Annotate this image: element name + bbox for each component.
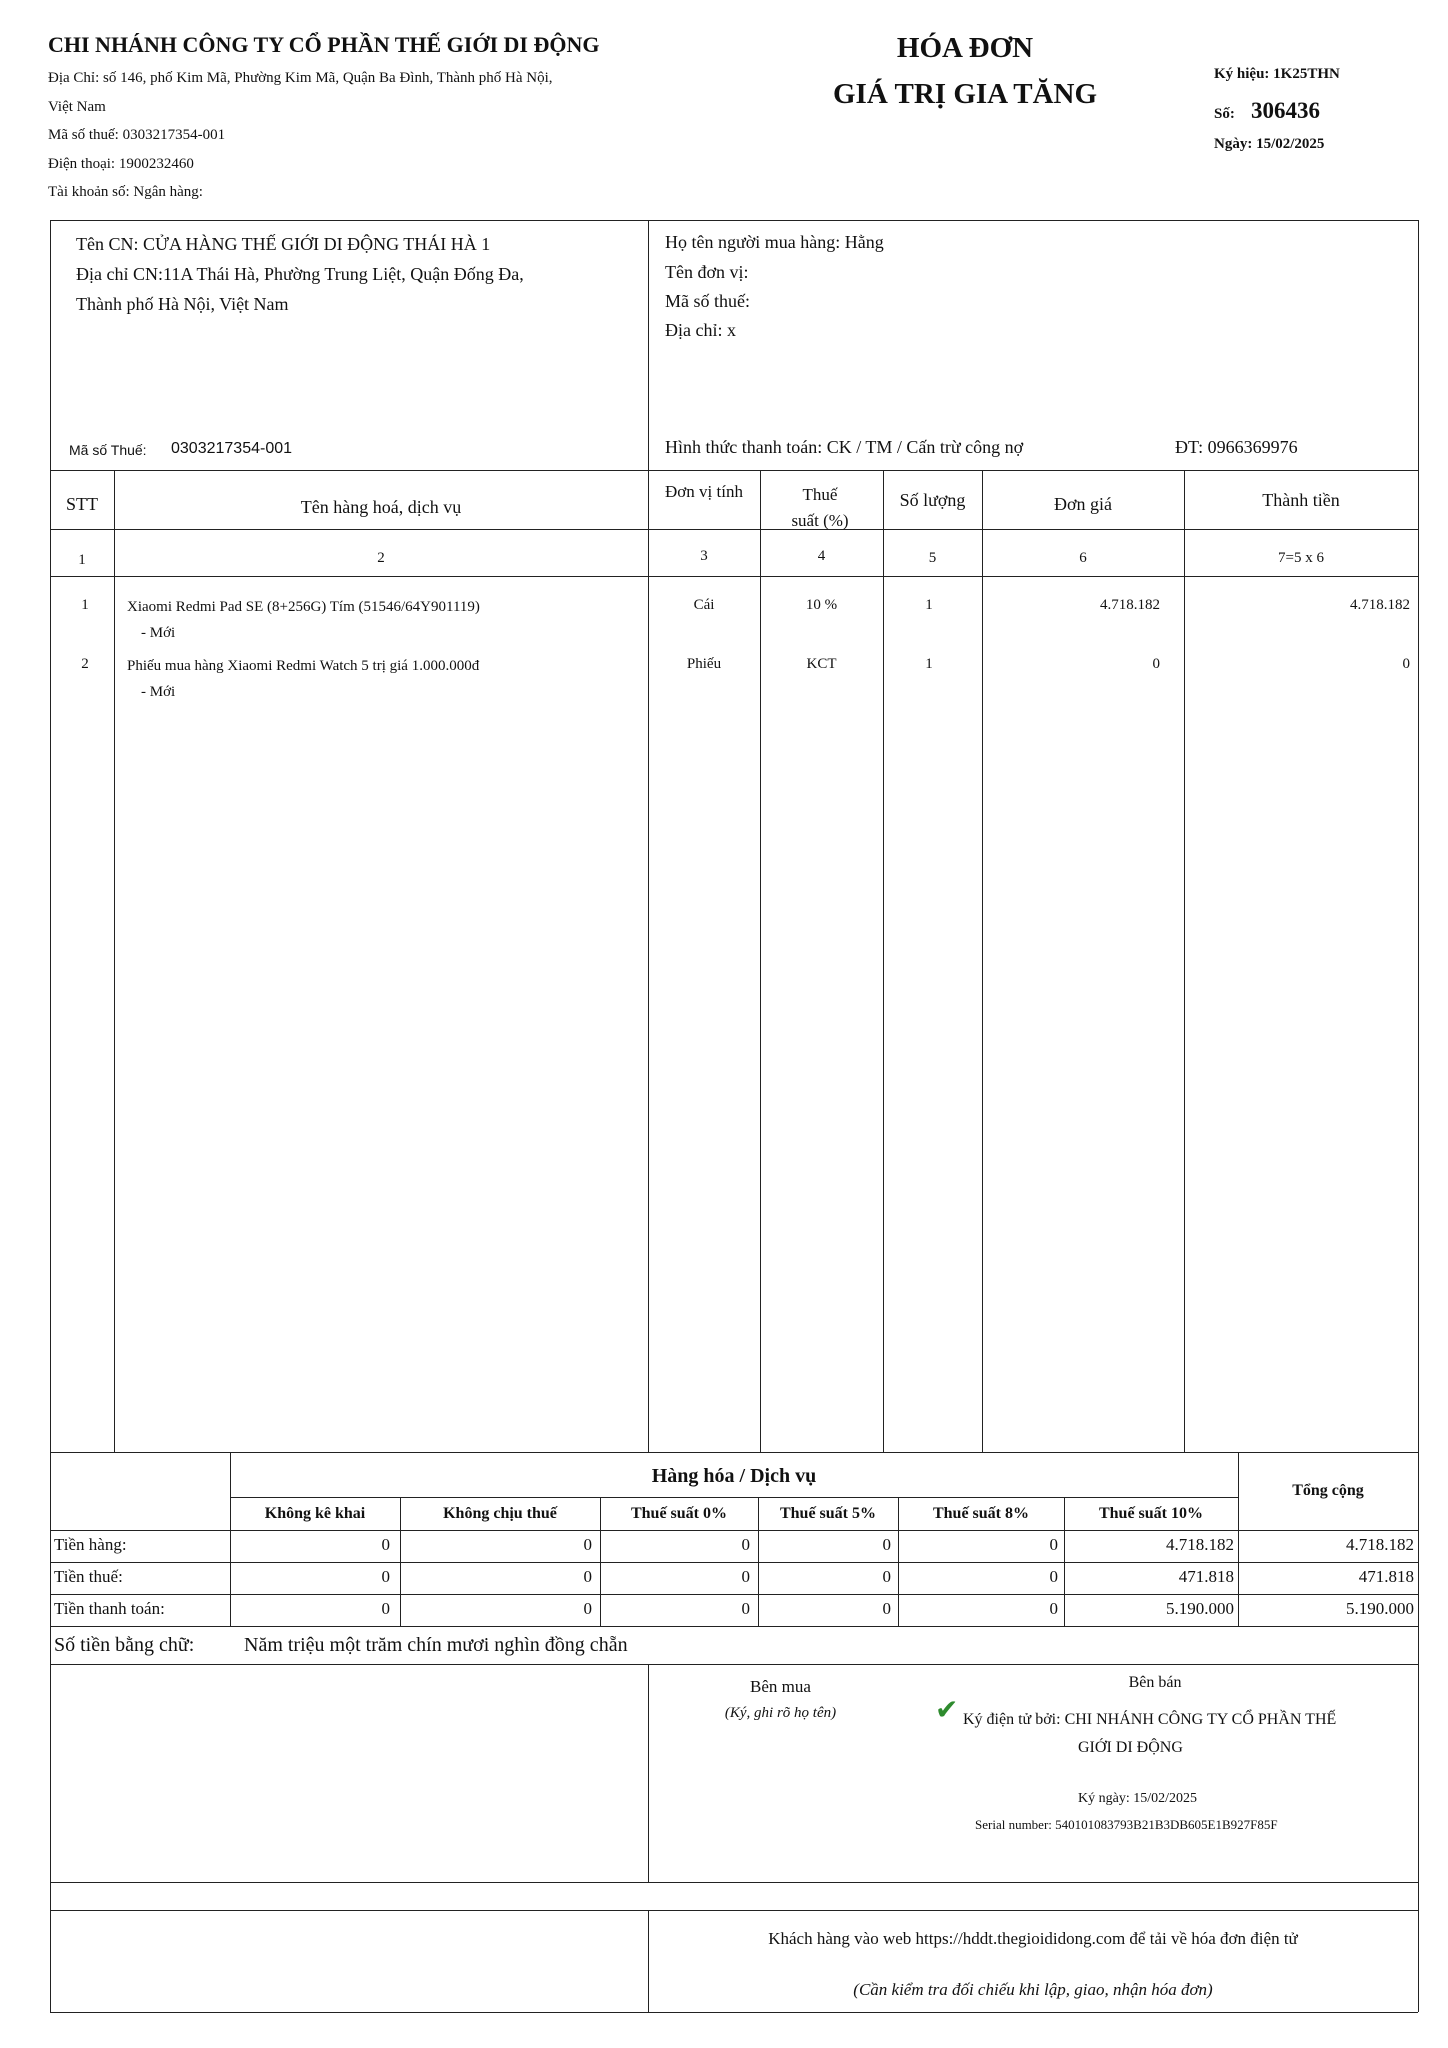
summary-row-label: Tiền thuế: [54, 1567, 123, 1586]
col-header-amount: Thành tiền [1262, 490, 1340, 510]
frame-line [50, 1626, 1418, 1627]
signed-by-line1: Ký điện tử bởi: CHI NHÁNH CÔNG TY CỔ PHẦN THẾ [963, 1711, 1337, 1728]
footer-web-note: Khách hàng vào web https://hddt.thegioididong.com để tải về hóa đơn điện tử [768, 1929, 1298, 1948]
signed-date: Ký ngày: 15/02/2025 [1078, 1791, 1197, 1806]
summary-cell: 471.818 [1178, 1567, 1234, 1586]
buyer-address: Địa chỉ: x [665, 320, 736, 340]
col-number: 3 [700, 548, 708, 564]
summary-cell: 0 [381, 1567, 390, 1586]
frame-line [50, 220, 51, 2012]
row-amount: 0 [1402, 656, 1410, 672]
seller-address-line2: Việt Nam [48, 99, 106, 115]
seller-tax-code: Mã số thuế: 0303217354-001 [48, 127, 226, 143]
row-unit: Cái [693, 597, 715, 613]
summary-col-header: Thuế suất 10% [1098, 1505, 1204, 1522]
summary-cell: 0 [583, 1535, 592, 1554]
signed-by-line2: GIỚI DI ĐỘNG [1078, 1739, 1183, 1756]
col-number: 2 [377, 550, 385, 566]
payment-method: Hình thức thanh toán: CK / TM / Cấn trừ công nợ [665, 437, 1024, 457]
frame-line [1184, 470, 1185, 1452]
summary-col-header: Không chịu thuế [443, 1505, 557, 1522]
summary-cell: 0 [583, 1567, 592, 1586]
frame-line [114, 470, 115, 1452]
summary-cell: 0 [1049, 1567, 1058, 1586]
branch-name: Tên CN: CỬA HÀNG THẾ GIỚI DI ĐỘNG THÁI HÀ 1 [76, 234, 491, 254]
col-number: 6 [1079, 550, 1087, 566]
summary-cell: 0 [882, 1599, 891, 1618]
seller-phone: Điện thoại: 1900232460 [48, 156, 194, 172]
summary-total: 471.818 [1358, 1567, 1414, 1586]
summary-group-title: Hàng hóa / Dịch vụ [651, 1465, 817, 1487]
row-item-status: - Mới [141, 684, 176, 700]
footer-check-note: (Cần kiểm tra đối chiếu khi lập, giao, nhận hóa đơn) [853, 1980, 1213, 1999]
amount-in-words: Năm triệu một trăm chín mươi nghìn đồng chẵn [244, 1634, 628, 1656]
frame-line [50, 220, 1418, 221]
frame-line [230, 1497, 1238, 1498]
row-item-status: - Mới [141, 625, 176, 641]
col-header-price: Đơn giá [1053, 494, 1112, 514]
invoice-title-line1: HÓA ĐƠN [896, 32, 1034, 64]
amount-in-words-label: Số tiền bằng chữ: [54, 1634, 195, 1656]
branch-address-line1: Địa chỉ CN:11A Thái Hà, Phường Trung Liệt, Quận Đống Đa, [76, 264, 524, 284]
branch-tax-label: Mã số Thuế: [69, 442, 147, 458]
summary-cell: 0 [882, 1567, 891, 1586]
col-header-unit: Đơn vị tính [665, 482, 743, 501]
row-amount: 4.718.182 [1350, 597, 1410, 613]
row-price: 0 [1152, 656, 1160, 672]
row-qty: 1 [925, 597, 933, 613]
row-price: 4.718.182 [1100, 597, 1160, 613]
frame-line [760, 470, 761, 1452]
summary-cell: 0 [381, 1535, 390, 1554]
frame-line [50, 1530, 1418, 1531]
row-stt: 1 [81, 597, 89, 613]
check-icon: ✔ [935, 1695, 959, 1726]
seller-signature-title: Bên bán [1128, 1674, 1182, 1691]
summary-cell: 0 [1049, 1599, 1058, 1618]
invoice-number-label: Số: [1214, 106, 1235, 122]
summary-total: 4.718.182 [1346, 1535, 1414, 1554]
summary-col-header: Thuế suất 8% [932, 1505, 1030, 1522]
summary-cell: 0 [1049, 1535, 1058, 1554]
buyer-tax-code: Mã số thuế: [665, 291, 750, 311]
frame-line [50, 1594, 1418, 1595]
invoice-number: 306436 [1251, 98, 1320, 123]
summary-cell: 0 [741, 1567, 750, 1586]
row-item-name: Phiếu mua hàng Xiaomi Redmi Watch 5 trị giá 1.000.000đ [127, 658, 480, 674]
summary-total: 5.190.000 [1346, 1599, 1414, 1618]
frame-line [50, 2012, 1418, 2013]
col-header-qty: Số lượng [899, 490, 966, 510]
frame-line [50, 470, 1418, 471]
buyer-phone: ĐT: 0966369976 [1175, 437, 1298, 457]
summary-cell: 5.190.000 [1166, 1599, 1234, 1618]
frame-line [648, 220, 649, 1452]
buyer-signature-title: Bên mua [750, 1677, 811, 1696]
summary-cell: 0 [381, 1599, 390, 1618]
invoice-title-line2: GIÁ TRỊ GIA TĂNG [832, 78, 1098, 110]
col-number: 5 [928, 550, 937, 566]
branch-tax-code: 0303217354-001 [171, 440, 293, 457]
col-header-stt: STT [65, 494, 98, 514]
frame-line [50, 1452, 1418, 1453]
summary-row-label: Tiền hàng: [54, 1535, 127, 1554]
row-tax: 10 % [805, 597, 838, 613]
summary-row-label: Tiền thanh toán: [54, 1599, 165, 1618]
row-item-name: Xiaomi Redmi Pad SE (8+256G) Tím (51546/64Y901119) [127, 599, 480, 615]
col-header-name: Tên hàng hoá, dịch vụ [300, 497, 462, 517]
buyer-unit: Tên đơn vị: [665, 262, 749, 282]
summary-col-header: Thuế suất 0% [630, 1505, 728, 1522]
branch-address-line2: Thành phố Hà Nội, Việt Nam [76, 294, 289, 314]
summary-cell: 0 [741, 1599, 750, 1618]
seller-account: Tài khoản số: Ngân hàng: [48, 184, 203, 200]
signature-serial: Serial number: 540101083793B21B3DB605E1B927F85F [975, 1817, 1278, 1832]
frame-line [50, 576, 1418, 577]
frame-line [883, 470, 884, 1452]
frame-line [50, 1882, 1418, 1883]
seller-address-line1: Địa Chỉ: số 146, phố Kim Mã, Phường Kim Mã, Quận Ba Đình, Thành phố Hà Nội, [48, 70, 553, 86]
row-stt: 2 [81, 656, 89, 672]
summary-col-header: Thuế suất 5% [779, 1505, 877, 1522]
frame-line [50, 1664, 1418, 1665]
frame-line [1418, 220, 1419, 2012]
invoice-symbol: Ký hiệu: 1K25THN [1214, 66, 1340, 82]
seller-name: CHI NHÁNH CÔNG TY CỔ PHẦN THẾ GIỚI DI ĐỘNG [48, 32, 600, 57]
col-header-tax: Thuế suất (%) [791, 485, 849, 530]
buyer-name: Họ tên người mua hàng: Hằng [665, 232, 884, 252]
row-qty: 1 [925, 656, 933, 672]
summary-cell: 0 [882, 1535, 891, 1554]
frame-line [50, 529, 1418, 530]
frame-line [50, 1910, 1418, 1911]
row-tax: KCT [806, 656, 837, 672]
summary-cell: 0 [583, 1599, 592, 1618]
buyer-signature-note: (Ký, ghi rõ họ tên) [724, 1705, 837, 1721]
summary-cell: 0 [741, 1535, 750, 1554]
frame-line [982, 470, 983, 1452]
col-number: 7=5 x 6 [1278, 550, 1324, 566]
summary-total-header: Tổng cộng [1292, 1482, 1364, 1499]
row-unit: Phiếu [686, 656, 722, 672]
col-number: 1 [78, 552, 86, 568]
col-number: 4 [817, 548, 826, 564]
invoice-date: Ngày: 15/02/2025 [1214, 136, 1325, 152]
summary-cell: 4.718.182 [1166, 1535, 1234, 1554]
summary-col-header: Không kê khai [264, 1505, 366, 1522]
frame-line [50, 1562, 1418, 1563]
